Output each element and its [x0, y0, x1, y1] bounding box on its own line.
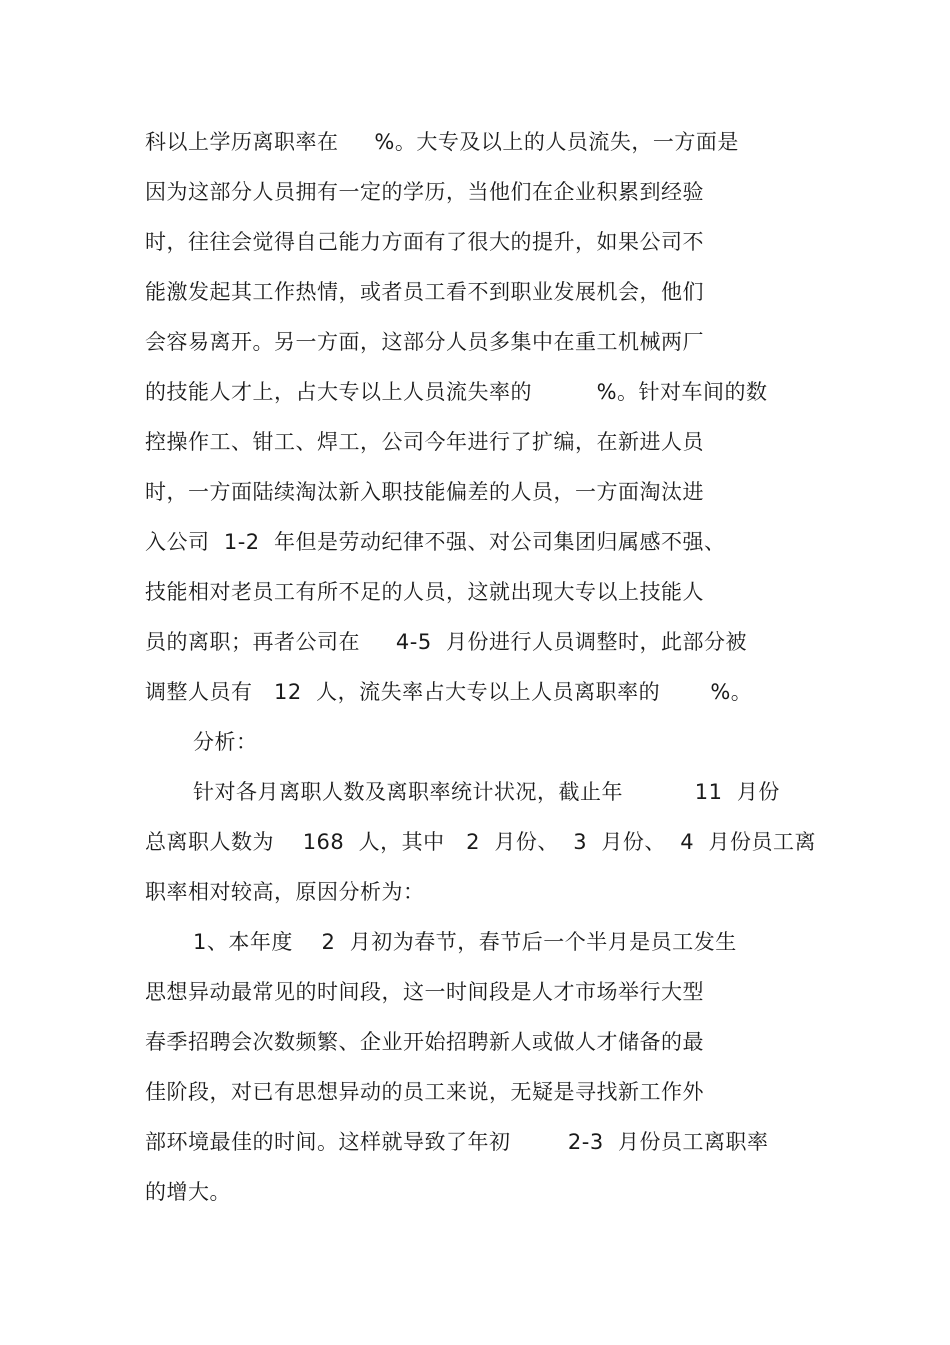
text-line: 入公司 1-2 年但是劳动纪律不强、对公司集团归属感不强、	[145, 530, 726, 554]
text-line: 控操作工、钳工、焊工，公司今年进行了扩编，在新进人员	[145, 430, 704, 454]
text-line: 春季招聘会次数频繁、企业开始招聘新人或做人才储备的最	[145, 1030, 704, 1054]
text-line: 科以上学历离职率在 %。大专及以上的人员流失，一方面是	[145, 130, 739, 154]
text-line: 调整人员有 12 人，流失率占大专以上人员离职率的 %。	[145, 680, 753, 704]
text-line: 总离职人数为 168 人，其中 2 月份、 3 月份、 4 月份员工离	[145, 830, 816, 854]
text-line: 会容易离开。另一方面，这部分人员多集中在重工机械两厂	[145, 330, 704, 354]
text-line: 时，往往会觉得自己能力方面有了很大的提升，如果公司不	[145, 230, 704, 254]
text-line: 技能相对老员工有所不足的人员，这就出现大专以上技能人	[145, 580, 704, 604]
text-line: 员的离职；再者公司在 4-5 月份进行人员调整时，此部分被	[145, 630, 748, 654]
text-line: 职率相对较高，原因分析为：	[145, 880, 425, 904]
text-line: 针对各月离职人数及离职率统计状况，截止年 11 月份	[193, 780, 780, 804]
text-line: 的技能人才上，占大专以上人员流失率的 %。针对车间的数	[145, 380, 768, 404]
text-line: 因为这部分人员拥有一定的学历，当他们在企业积累到经验	[145, 180, 704, 204]
section-heading: 分析：	[193, 730, 258, 754]
text-line: 思想异动最常见的时间段，这一时间段是人才市场举行大型	[145, 980, 704, 1004]
text-line: 1、本年度 2 月初为春节，春节后一个半月是员工发生	[193, 930, 737, 954]
text-line: 的增大。	[145, 1180, 231, 1204]
text-line: 能激发起其工作热情，或者员工看不到职业发展机会，他们	[145, 280, 704, 304]
text-line: 佳阶段，对已有思想异动的员工来说，无疑是寻找新工作外	[145, 1080, 704, 1104]
text-line: 时，一方面陆续淘汰新入职技能偏差的人员，一方面淘汰进	[145, 480, 704, 504]
text-line: 部环境最佳的时间。这样就导致了年初 2-3 月份员工离职率	[145, 1130, 769, 1154]
